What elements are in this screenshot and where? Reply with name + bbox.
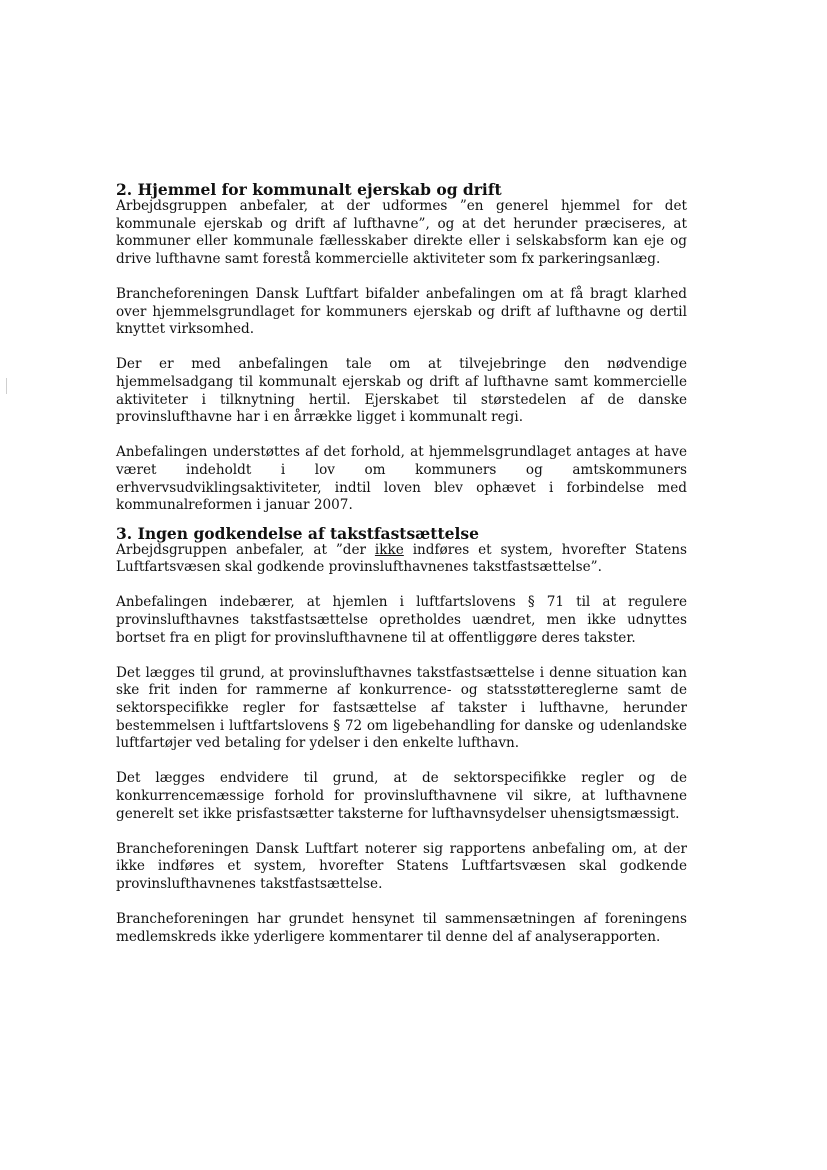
- document-body: [116, 181, 687, 946]
- section-3-paragraph-4: Det lægges endvidere til grund, at de sektorspecifikke regler og de konkurrencemæssige forhold for provinslufthavnene vil sikre, at lufthavnene generelt set ikke prisfastsætter taksterne for lufthavnsydelser uhensigtsmæssigt.: [116, 770, 687, 822]
- section-2-paragraph-4: Anbefalingen understøttes af det forhold, at hjemmelsgrundlaget antages at have været indeholdt i lov om kommuners og amtskommuners erhvervsudviklingsaktiviteter, indtil loven blev ophævet i forbindelse med kommunalreformen i januar 2007.: [116, 444, 687, 514]
- section-3-paragraph-5: Brancheforeningen Dansk Luftfart noterer sig rapportens anbefaling om, at der ikke indføres et system, hvorefter Statens Luftfartsvæsen skal godkende provinslufthavnenes takstfastsættelse.: [116, 840, 687, 892]
- section-2-heading: 2. Hjemmel for kommunalt ejerskab og drift: [116, 180, 502, 199]
- section-3-paragraph-1: [116, 542, 687, 577]
- section-3-paragraph-6: Brancheforeningen har grundet hensynet til sammensætningen af foreningens medlemskreds ikke yderligere kommentarer til denne del af analyserapporten.: [116, 911, 687, 945]
- section-3-paragraph-1-end: indføres et system, hvorefter Statens Luftfartsvæsen skal godkende provinslufthavnenes takstfastsættelse”.: [116, 541, 687, 576]
- section-2-paragraph-3: Der er med anbefalingen tale om at tilvejebringe den nødvendige hjemmelsadgang til kommunalt ejerskab og drift af lufthavne samt kommercielle aktiviteter i tilknytning hertil. Ejerskabet til størstedelen af de danske provinslufthavne har i en årrække ligget i kommunalt regi.: [116, 356, 687, 426]
- scan-edge-mark: [6, 378, 7, 394]
- section-3-paragraph-1-start: Arbejdsgruppen anbefaler, at ”der: [116, 541, 375, 558]
- section-2-paragraph-2: Brancheforeningen Dansk Luftfart bifalder anbefalingen om at få bragt klarhed over hjemmelsgrundlaget for kommuners ejerskab og drift af lufthavne og dertil knyttet virksomhed.: [116, 285, 687, 338]
- section-3-paragraph-3: Det lægges til grund, at provinslufthavnes takstfastsættelse i denne situation kan ske frit inden for rammerne af konkurrence- og statsstøttereglerne samt de sektorspecifikke regler for fastsættelse af takster i lufthavne, herunder bestemmelsen i luftfartslovens § 72 om ligebehandling for danske og udenlandske luftfartøjer ved betaling for ydelser i den enkelte lufthavn.: [116, 664, 687, 752]
- section-2-paragraph-1: Arbejdsgruppen anbefaler, at der udformes ”en generel hjemmel for det kommunale ejerskab og drift af lufthavne”, og at det herunder præciseres, at kommuner eller kommunale fællesskaber direkte eller i selskabsform kan eje og drive lufthavne samt forestå kommercielle aktiviteter som fx parkeringsanlæg.: [116, 198, 687, 267]
- section-3-paragraph-2: Anbefalingen indebærer, at hjemlen i luftfartslovens § 71 til at regulere provinslufthavnes takstfastsættelse opretholdes uændret, men ikke udnyttes bortset fra en pligt for provinslufthavnene til at offentliggøre deres takster.: [116, 594, 687, 646]
- section-3-heading: 3. Ingen godkendelse af takstfastsættelse: [116, 523, 479, 543]
- underlined-word: ikke: [374, 541, 404, 558]
